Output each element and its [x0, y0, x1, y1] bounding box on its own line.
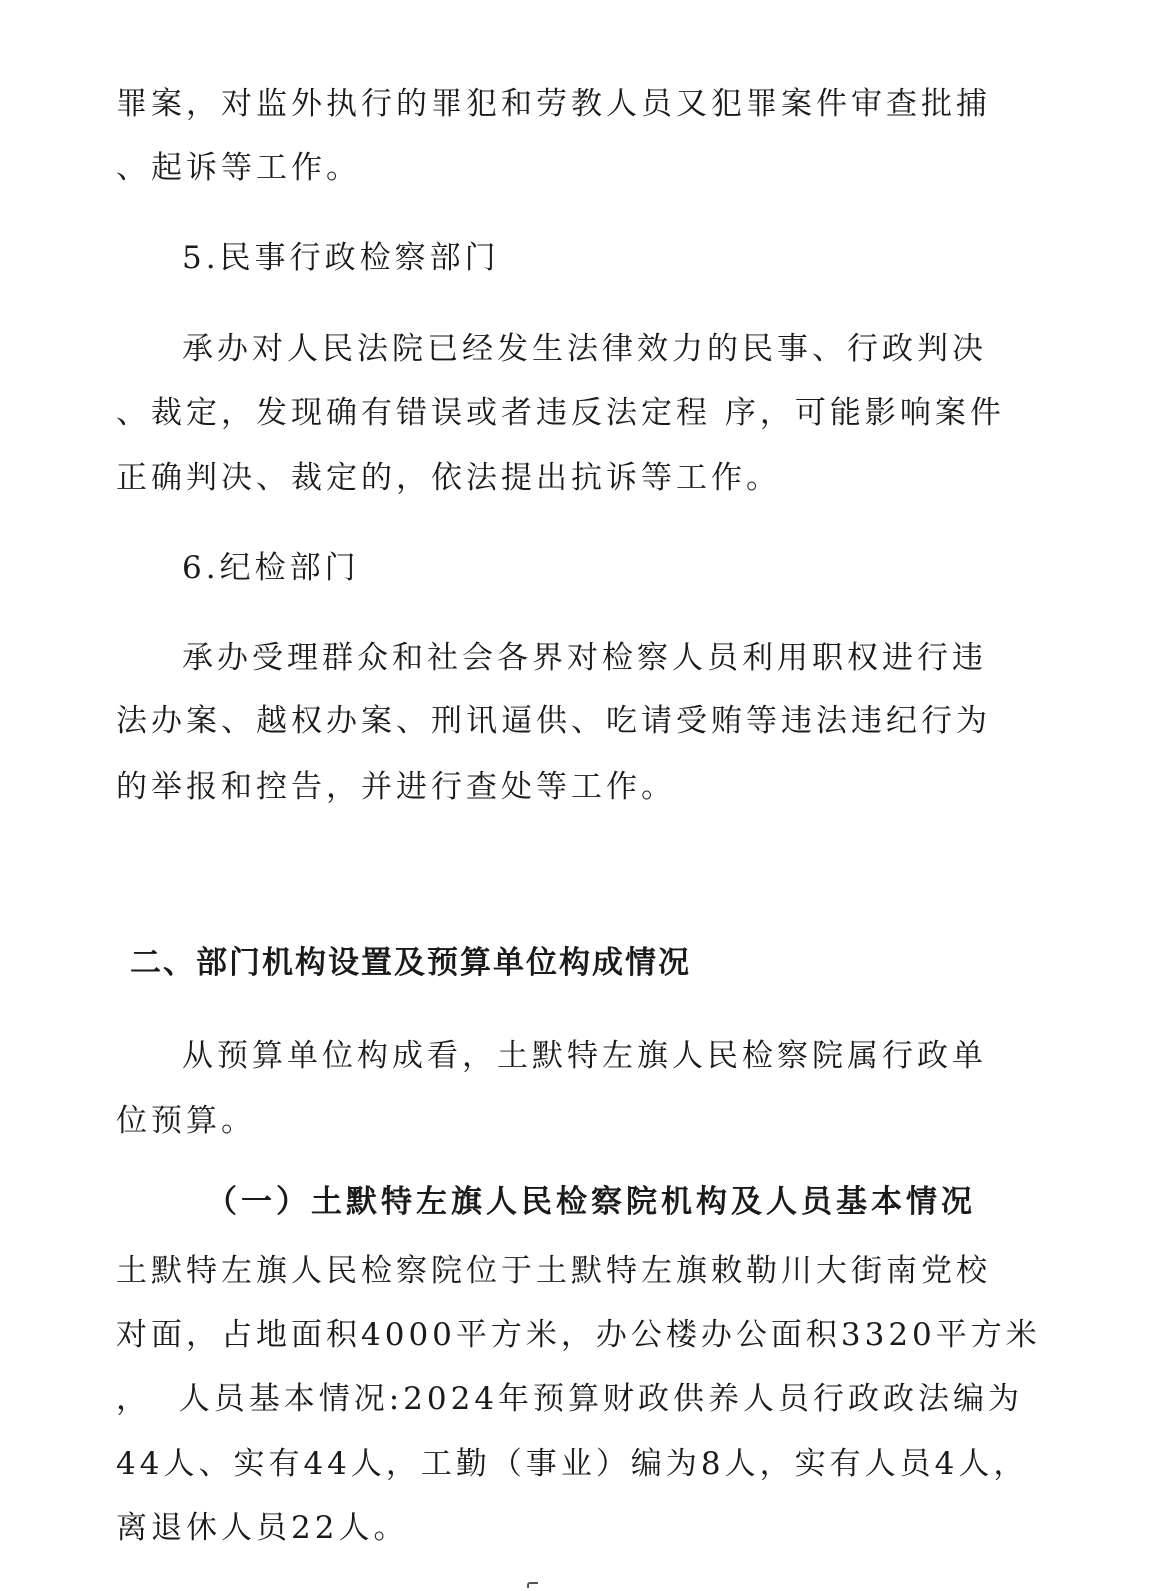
- item-5-title: 5.民事行政检察部门: [182, 240, 500, 276]
- paragraph-line: 法办案、越权办案、刑讯逼供、吃请受贿等违法违纪行为: [116, 703, 991, 739]
- page-edge-mark: [527, 1582, 538, 1588]
- paragraph-line: 正确判决、裁定的，依法提出抗诉等工作。: [116, 460, 781, 496]
- paragraph-line: 44人、实有44人，工勤（事业）编为8人，实有人员4人，: [116, 1446, 1029, 1482]
- paragraph-line: 承办对人民法院已经发生法律效力的民事、行政判决: [182, 331, 987, 367]
- paragraph-line: 的举报和控告，并进行查处等工作。: [116, 769, 676, 805]
- item-6-title: 6.纪检部门: [182, 550, 360, 586]
- paragraph-line: 承办受理群众和社会各界对检察人员利用职权进行违: [182, 640, 987, 676]
- paragraph-line: 土默特左旗人民检察院位于土默特左旗敕勒川大街南党校: [116, 1253, 991, 1289]
- subsection-heading: （一）土默特左旗人民检察院机构及人员基本情况: [206, 1184, 976, 1220]
- paragraph-line: 从预算单位构成看，土默特左旗人民检察院属行政单: [182, 1038, 987, 1074]
- paragraph-line: 罪案，对监外执行的罪犯和劳教人员又犯罪案件审查批捕: [116, 86, 991, 122]
- paragraph-line: 离退休人员22人。: [116, 1510, 409, 1546]
- paragraph-line: 、起诉等工作。: [116, 150, 361, 186]
- paragraph-line: 、裁定，发现确有错误或者违反法定程 序，可能影响案件: [116, 395, 1005, 431]
- paragraph-line: ， 人员基本情况:2024年预算财政供养人员行政政法编为: [116, 1381, 1024, 1417]
- paragraph-line: 位预算。: [116, 1103, 256, 1139]
- paragraph-line: 对面，占地面积4000平方米，办公楼办公面积3320平方米: [116, 1317, 1041, 1353]
- section-heading: 二、部门机构设置及预算单位构成情况: [130, 945, 691, 981]
